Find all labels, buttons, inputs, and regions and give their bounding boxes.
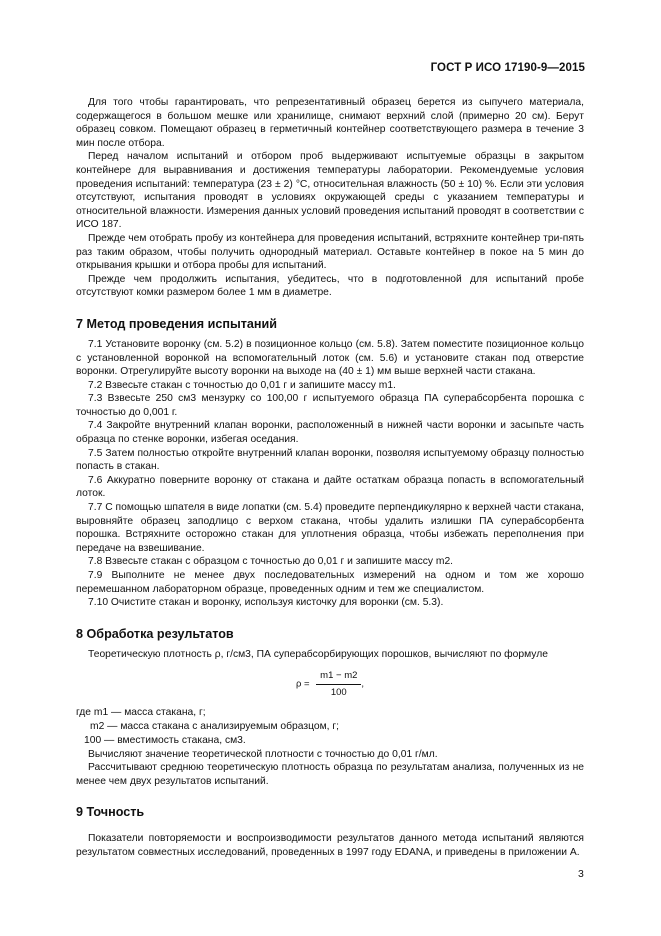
section-9-title: 9 Точность: [76, 805, 145, 820]
formula-numerator: m1 − m2: [316, 669, 361, 685]
legend-volume: 100 — вместимость стакана, см3.: [84, 734, 246, 746]
item-7-4: 7.4 Закройте внутренний клапан воронки, расположенный в нижней части воронки и засыпьте часть образца по стенке воронки, избегая оседания.: [76, 420, 584, 446]
formula-tail: ,: [361, 678, 365, 690]
legend-m1: где m1 — масса стакана, г;: [76, 706, 206, 718]
section-7-title: 7 Метод проведения испытаний: [76, 316, 277, 331]
item-7-1: 7.1 Установите воронку (см. 5.2) в позиционное кольцо (см. 5.8). Затем поместите позиционное кольцо с установленной воронкой на вспомогательный лоток (см. 5.6) и установите стакан под отверстие воронки. Отрегулируйте высоту воронки на выходе на (40 ± 1) мм выше верхней части стакана.: [76, 338, 584, 378]
item-7-8: 7.8 Взвесьте стакан с образцом с точностью до 0,01 г и запишите массу m2.: [88, 556, 454, 568]
item-7-2: 7.2 Взвесьте стакан с точностью до 0,01 г и запишите массу m1.: [88, 379, 396, 391]
intro-paragraph-1: Для того чтобы гарантировать, что репрезентативный образец берется из сыпучего материала, содержащегося в большом мешке или хранилище, снимают верхний слой (примерно 20 см). Берут образец совком. Помещают образец в герметичный контейнер соответствующего размера в течение 3 мин после отбора.: [76, 97, 584, 149]
result-precision: Вычисляют значение теоретической плотности с точностью до 0,01 г/мл.: [88, 748, 438, 760]
main-content: [76, 96, 584, 860]
density-formula: [76, 669, 584, 699]
item-7-10: 7.10 Очистите стакан и воронку, используя кисточку для воронки (см. 5.3).: [88, 597, 444, 609]
item-7-7: 7.7 С помощью шпателя в виде лопатки (см. 5.4) проведите перпендикулярно к верхней части стакана, выровняйте образец заподлицо с верхом стакана, чтобы удалить излишки ПА суперабсорбента порошка. Встряхните осторожно стакан для уплотнения образца, чтобы избежать переполнения при передаче на взвешивание.: [76, 502, 584, 554]
item-7-5: 7.5 Затем полностью откройте внутренний клапан воронки, позволяя испытуемому образцу полностью попасть в стакан.: [76, 447, 584, 473]
formula-lead: Теоретическую плотность ρ, г/см3, ПА суперабсорбирующих порошков, вычисляют по формуле: [88, 648, 548, 660]
item-7-6: 7.6 Аккуратно поверните воронку от стакана и дайте остаткам образца попасть в вспомогательный лоток.: [76, 474, 584, 500]
formula-legend: [76, 706, 584, 748]
item-7-9: 7.9 Выполните не менее двух последовательных измерений на одном и том же хорошо перемешанном лабораторном образце, проведенных одним и тем же специалистом.: [76, 570, 584, 595]
formula-fraction: [316, 669, 361, 699]
result-average: Рассчитывают среднюю теоретическую плотность образца по результатам анализа, полученных из не менее чем двух результатов испытаний.: [76, 762, 584, 787]
document-code: ГОСТ Р ИСО 17190-9—2015: [430, 62, 585, 74]
intro-paragraph-2: Перед началом испытаний и отбором проб выдерживают испытуемые образцы в закрытом контейнере для выравнивания и достижения температуры лаборатории. Рекомендуемые условия проведения испытаний: температура (23 ± 2) °С, относительная влажность (50 ± 10) %. Если эти условия отсутствуют, испытания проводят в условиях окружающей среды с указанием температуры и относительной влажности. Измерения данных условий проведения испытаний проводят в соответствии с ИСО 187.: [76, 151, 584, 231]
page-number: 3: [578, 868, 584, 880]
formula-denominator: 100: [330, 686, 347, 698]
formula-lhs: ρ =: [295, 678, 310, 690]
section-8-title: 8 Обработка результатов: [76, 626, 234, 641]
section-9-text: Показатели повторяемости и воспроизводимости результатов данного метода испытаний являются результатом совместных исследований, проведенных в 1997 году EDANA, и приведены в приложении А.: [76, 833, 584, 858]
item-7-3: 7.3 Взвесьте 250 см3 мензурку со 100,00 г испытуемого образца ПА суперабсорбента порошка с точностью до 0,001 г.: [76, 393, 584, 418]
intro-paragraph-3: Прежде чем отобрать пробу из контейнера для проведения испытаний, встряхните контейнер три-пять раз таким образом, чтобы получить однородный материал. Оставьте контейнер в покое на 5 мин до открывания крышки и отбора пробы для испытаний.: [76, 232, 584, 272]
legend-m2: m2 — масса стакана с анализируемым образцом, г;: [90, 720, 340, 732]
intro-paragraph-4: Прежде чем продолжить испытания, убедитесь, что в подготовленной для испытаний пробе отсутствуют комки размером более 1 мм в диаметре.: [76, 273, 584, 299]
